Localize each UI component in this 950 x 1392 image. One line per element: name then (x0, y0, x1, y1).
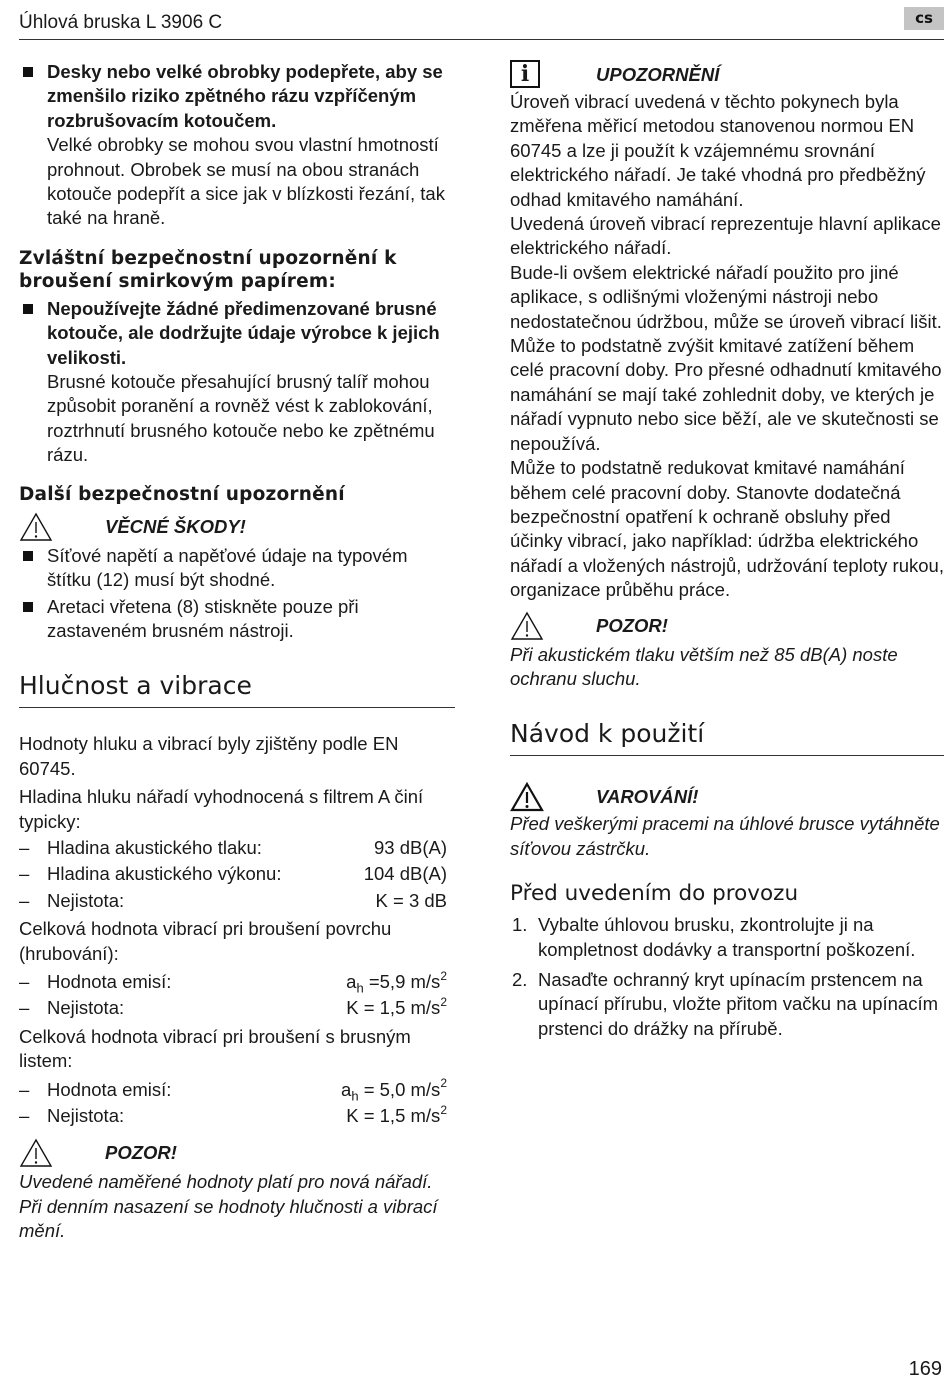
list-item (510, 913, 944, 962)
spec-value: 104 dB(A) (363, 863, 447, 885)
notice-paragraph: Uvedená úroveň vibrací reprezentuje hlavní aplikace elektrického nářadí. (510, 213, 941, 259)
step-number: 2. (512, 968, 528, 990)
spec-label: – Nejistota: (47, 1105, 125, 1126)
warning-text: Před veškerými pracemi na úhlové brusce vytáhněte síťovou zástrčku. (510, 813, 940, 859)
info-label: UPOZORNĚNÍ (596, 64, 720, 85)
value: K = 1,5 m/s (346, 997, 441, 1019)
damage-notice (19, 512, 455, 542)
spec-row (19, 1104, 455, 1128)
warning-triangle-icon (510, 611, 544, 641)
spec-label: – Nejistota: (47, 889, 125, 911)
warning-notice (510, 782, 944, 812)
page-number: 169 (908, 1358, 942, 1380)
warning-triangle-icon (19, 512, 53, 542)
sanding-bullet-bold: Nepoužívejte žádné předimenzované brusné kotouče, ale dodržujte údaje výrobce k jejich velikosti. (47, 297, 440, 368)
spindle-lock-bullet: Aretaci vřetena (8) stiskněte pouze při zastaveném brusném nástroji. (19, 595, 455, 644)
hearing-caution-text: Při akustickém tlaku větším než 85 dB(A) noste ochranu sluchu. (510, 643, 898, 689)
spec-value (346, 996, 447, 1020)
noise-level-intro: Hladina hluku nářadí vyhodnocená s filtrem A činí typicky: (19, 786, 424, 832)
right-column (510, 60, 944, 1041)
notice-paragraph: Může to podstatně redukovat kmitavé namáhání během celé pracovní doby. Stanovte dodatečná bezpečnostní opatření k ochraně obsluhy před účinky vibrací, jako například: údržba elektrického nářadí a vložených nástrojů, udržování teploty rukou, organizace průběhu práce. (510, 457, 944, 601)
voltage-bullet: Síťové napětí a napěťové údaje na typovém štítku (12) musí být shodné. (19, 544, 455, 593)
warning-triangle-icon (510, 782, 544, 812)
header-divider (19, 39, 944, 40)
spec-value: K = 3 dB (375, 889, 447, 911)
value: =5,9 m/s (363, 970, 441, 992)
step-text: Vybalte úhlovou brusku, zkontrolujte ji na kompletnost dodávky a transportní poškození. (538, 914, 916, 960)
spec-label: – Hodnota emisí: (47, 970, 172, 992)
sanding-bullet (19, 297, 455, 468)
value: = 5,0 m/s (358, 1078, 441, 1100)
vibration-sheet-intro: Celková hodnota vibrací pri broušení s brusným listem: (19, 1025, 411, 1072)
notice-paragraph: Bude-li ovšem elektrické nářadí použito pro jiné aplikace, s odlišnými vloženými nástroji nebo nedostatečnou údržbou, může se úroveň vibrací lišit. Může to podstatně zvýšit kmitavé zatížení během celé pracovní doby. Pro přesné odhadnutí kmitavého namáhání se mají také zohlednit doby, ve kterých je nářadí vypnuto nebo sice běží, ale ve skutečnosti se nepoužívá. (510, 261, 942, 454)
spec-row (19, 889, 455, 913)
spec-value (346, 970, 447, 994)
spec-label: – Hladina akustického výkonu: (47, 863, 282, 885)
spec-value (341, 1078, 447, 1102)
step-text: Nasaďte ochranný kryt upínacím prstencem na upínací přírubu, vložte přitom vačku na upínacím prstenci do drážky na přírubě. (538, 968, 939, 1039)
value: K = 1,5 m/s (346, 1105, 441, 1126)
noise-section-title: Hlučnost a vibrace (19, 671, 455, 708)
vibration-surface-intro: Celková hodnota vibrací pri broušení povrchu (hrubování): (19, 918, 392, 964)
spec-value (346, 1104, 447, 1128)
spec-row (19, 862, 455, 886)
left-column (19, 60, 455, 1244)
spec-row (19, 1078, 455, 1102)
spec-label: – Nejistota: (47, 997, 125, 1019)
notice-paragraph: Úroveň vibrací uvedená v těchto pokynech byla změřena měřicí metodou stanovenou normou EN 60745 a lze ji použít k vzájemnému srovnání elektrického nářadí. Je také vhodná pro předběžný odhad kmitavého namáhání. (510, 91, 926, 210)
warning-triangle-icon (19, 1138, 53, 1168)
support-bullet-bold: Desky nebo velké obrobky podepřete, aby se zmenšilo riziko zpětného rázu vzpříčeným rozbrušovacím kotoučem. (47, 61, 443, 131)
page-header (0, 0, 950, 42)
info-icon: i (510, 60, 540, 88)
symbol: a (341, 1078, 352, 1100)
sanding-heading: Zvláštní bezpečnostní upozornění k broušení smirkovým papírem: (19, 247, 397, 292)
subscript: h (351, 1088, 359, 1104)
startup-heading: Před uvedením do provozu (510, 881, 799, 907)
usage-section-title: Návod k použití (510, 719, 944, 756)
spec-row (19, 970, 455, 994)
info-notice (510, 60, 944, 90)
hearing-caution-notice (510, 611, 944, 641)
subscript: h (356, 980, 364, 996)
caution-label: POZOR! (105, 1142, 177, 1164)
list-item (510, 968, 944, 1041)
spec-row (19, 996, 455, 1020)
hearing-caution-label: POZOR! (596, 614, 668, 636)
exponent: 2 (440, 1102, 447, 1117)
exponent: 2 (440, 1076, 447, 1091)
exponent: 2 (440, 995, 447, 1010)
spec-label: – Hladina akustického tlaku: (47, 836, 262, 858)
spec-value: 93 dB(A) (373, 836, 447, 858)
warning-label: VAROVÁNÍ! (596, 786, 699, 808)
caution-text: Uvedené naměřené hodnoty platí pro nová nářadí. Při denním nasazení se hodnoty hlučnosti a vibrací mění. (19, 1171, 438, 1242)
spec-label: – Hodnota emisí: (47, 1078, 172, 1100)
caution-notice (19, 1138, 455, 1168)
support-bullet-text: Velké obrobky se mohou svou vlastní hmotností prohnout. Obrobek se musí na obou stranách kotouče podepřít a sice jak v blízkosti řezání, tak také na hraně. (47, 134, 445, 229)
symbol: a (346, 970, 357, 992)
document-title: Úhlová bruska L 3906 C (19, 12, 223, 33)
damage-label: VĚCNÉ ŠKODY! (105, 515, 246, 537)
noise-intro: Hodnoty hluku a vibrací byly zjištěny podle EN 60745. (19, 733, 399, 779)
other-safety-heading: Další bezpečnostní upozornění (19, 483, 345, 505)
sanding-bullet-text: Brusné kotouče přesahující brusný talíř mohou způsobit poranění a rovněž vést k zablokování, roztrhnutí brusného kotouče nebo ke zpětnému rázu. (47, 371, 435, 466)
support-bullet (19, 60, 455, 231)
language-badge: cs (904, 7, 944, 30)
spec-row (19, 836, 455, 860)
step-number: 1. (512, 914, 528, 936)
exponent: 2 (440, 968, 447, 983)
